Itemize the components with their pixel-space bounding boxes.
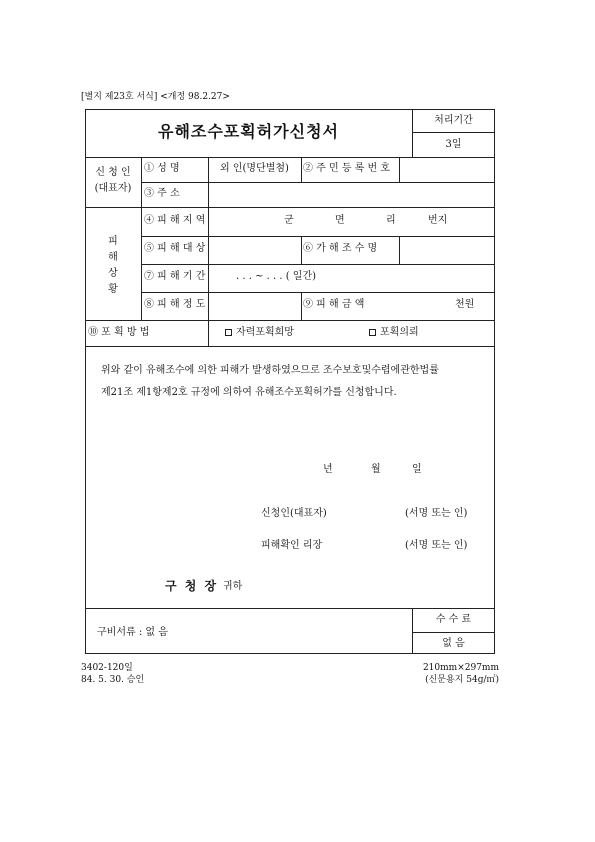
damage-area-beonji: 번지 (428, 215, 448, 226)
divider (85, 157, 495, 158)
damage-area-label: ④ 피 해 지 역 (144, 215, 206, 226)
confirmer-signature-label: 피해확인 리장 (261, 540, 323, 551)
damage-degree-label: ⑧ 피 해 정 도 (144, 299, 206, 310)
damage-section-char: 황 (108, 284, 118, 295)
damage-amount-label: ⑨ 피 해 금 액 (303, 299, 365, 310)
divider (412, 632, 495, 633)
processing-period-value: 3일 (445, 139, 462, 150)
divider (141, 157, 142, 320)
footer-approval: 84. 5. 30. 승인 (81, 675, 145, 685)
resident-id-label: ② 주 민 등 록 번 호 (303, 163, 391, 174)
divider (141, 292, 495, 293)
fee-value: 없 음 (442, 638, 465, 649)
divider (141, 264, 495, 265)
required-documents: 구비서류 : 없 음 (97, 627, 168, 638)
self-capture-label: 자력포획희망 (236, 327, 294, 338)
self-capture-checkbox[interactable] (225, 329, 232, 336)
applicant-section-sublabel: (대표자) (94, 183, 132, 194)
fee-label: 수 수 료 (435, 614, 472, 625)
damage-section-char: 피 (108, 236, 118, 247)
damage-period-label: ⑦ 피 해 기 간 (144, 271, 206, 282)
divider (399, 236, 400, 264)
footer-paper-size: 210mm×297mm (422, 663, 499, 673)
footer-paper-type: (신문용지 54g/㎡) (425, 675, 499, 685)
capture-request-label: 포획의뢰 (380, 327, 419, 338)
date-year: 년 (323, 464, 333, 475)
divider (399, 157, 400, 182)
form-header: [별지 제23호 서식] <개정 98.2.27> (81, 92, 230, 102)
name-label: ① 성 명 (144, 163, 180, 174)
date-month: 월 (371, 464, 381, 475)
divider (85, 207, 495, 208)
divider (85, 608, 495, 609)
capture-method-label: ⑩ 포 획 방 법 (88, 327, 150, 338)
form-title: 유해조수포획허가신청서 (157, 122, 340, 141)
divider (141, 182, 495, 183)
divider (412, 132, 495, 133)
confirmer-signature-field[interactable]: (서명 또는 인) (405, 540, 468, 551)
damage-section-char: 해 (108, 252, 118, 263)
footer-form-number: 3402-120일 (81, 663, 133, 673)
date-day: 일 (412, 464, 422, 475)
divider (141, 236, 495, 237)
capture-request-checkbox[interactable] (369, 329, 376, 336)
processing-period-label: 처리기간 (434, 115, 473, 126)
damage-area-ri: 리 (386, 215, 396, 226)
damage-section-char: 상 (108, 268, 118, 279)
damage-amount-unit: 천원 (455, 299, 475, 310)
applicant-signature-label: 신청인(대표자) (261, 508, 327, 519)
name-value[interactable]: 외 인(명단별첨) (220, 163, 289, 174)
addressee-name: 구 청 장 (165, 579, 219, 593)
damage-target-label: ⑤ 피 해 대 상 (144, 243, 206, 254)
divider (208, 157, 209, 346)
applicant-signature-field[interactable]: (서명 또는 인) (405, 508, 468, 519)
damage-area-gun: 군 (284, 215, 294, 226)
statement-line-1: 위와 같이 유해조수에 의한 피해가 발생하였으므로 조수보호및수렵에관한법률 (101, 365, 439, 376)
address-label: ③ 주 소 (144, 188, 180, 199)
divider (301, 236, 302, 264)
divider (85, 320, 495, 321)
divider (301, 157, 302, 182)
harmful-species-label: ⑥ 가 해 조 수 명 (303, 243, 378, 254)
damage-area-myeon: 면 (335, 215, 345, 226)
divider (301, 292, 302, 320)
addressee-suffix: 귀하 (223, 581, 243, 592)
damage-period-value[interactable]: . . . ~ . . . ( 일간) (236, 271, 317, 282)
statement-line-2: 제21조 제1항제2호 규정에 의하여 유해조수포획허가를 신청합니다. (101, 387, 397, 398)
applicant-section-label: 신 청 인 (95, 167, 131, 178)
divider (85, 346, 495, 347)
